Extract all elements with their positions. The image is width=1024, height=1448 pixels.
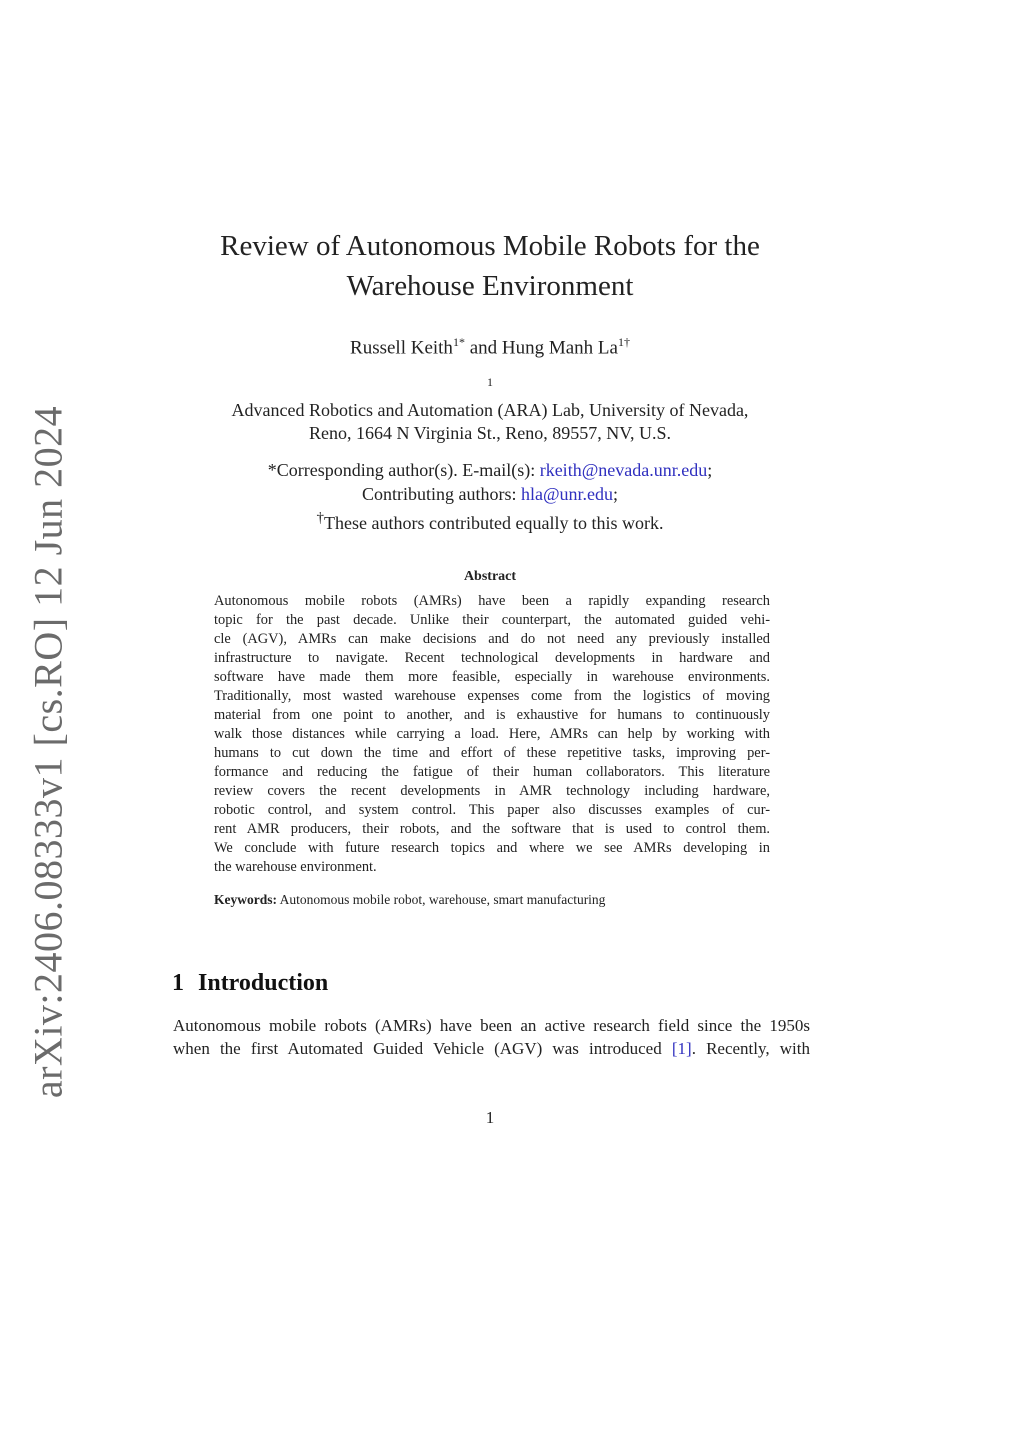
abstract-line: the warehouse environment. [214,859,377,875]
introduction-paragraph [173,1014,810,1060]
body-line-1: Autonomous mobile robots (AMRs) have been an active research field since the 1950s [173,1016,810,1035]
affiliation-marker: 1 [487,375,493,389]
section-number: 1 [172,970,184,996]
title-line-1: Review of Autonomous Mobile Robots for the [220,230,760,262]
keywords-label: Keywords: [214,892,277,907]
author-name-2: Hung Manh La [501,337,618,359]
corresponding-author-line [160,458,820,482]
affiliation-line-1 [160,371,820,422]
equal-contribution-text: These authors contributed equally to this work. [324,513,664,533]
abstract-line: walk those distances while carrying a load. Here, AMRs can help by working with [214,726,770,742]
abstract-line: material from one point to another, and is exhaustive for humans to continuously [214,707,770,723]
author-conjunction: and [464,337,502,359]
body-line-2 [173,1037,810,1060]
abstract-line: review covers the recent developments in AMR technology including hardware, [214,783,770,799]
corresponding-prefix: *Corresponding author(s). E-mail(s): [267,460,540,480]
abstract-line: Traditionally, most wasted warehouse expenses come from the logistics of moving [214,688,770,704]
citation-bracket-open: [ [671,1039,678,1058]
contributing-suffix: ; [613,484,619,504]
citation-bracket-close: ] [686,1039,692,1058]
author-2-marks: 1† [617,335,630,349]
affiliation-line-2: Reno, 1664 N Virginia St., Reno, 89557, NV, U.S. [309,423,671,443]
section-heading-introduction [172,970,328,997]
body-line-2-before: when the first Automated Guided Vehicle (AGV) was introduced [173,1039,672,1058]
abstract-line: cle (AGV), AMRs can make decisions and do not need any previously installed [214,631,770,647]
abstract-line: infrastructure to navigate. Recent technological developments in hardware and [214,650,770,666]
abstract-line: robotic control, and system control. This paper also discusses examples of cur- [214,802,770,818]
affiliation [160,371,820,445]
abstract-line: We conclude with future research topics and where we see AMRs developing in [214,840,770,856]
abstract-line: formance and reducing the fatigue of their human collaborators. This literature [214,764,770,780]
corresponding-email-link[interactable]: rkeith@nevada.unr.edu [539,460,708,480]
contributing-email-link[interactable]: hla@unr.edu [520,484,614,504]
corresponding-suffix: ; [707,460,713,480]
body-line-2-after: . Recently, with [691,1039,811,1058]
abstract-line: humans to cut down the time and effort of these repetitive tasks, improving per- [214,745,770,761]
abstract-heading: Abstract [463,569,517,584]
abstract-line: topic for the past decade. Unlike their counterpart, the automated guided vehi- [214,612,770,628]
page-number: 1 [485,1108,495,1127]
title-line-2: Warehouse Environment [346,270,634,302]
contributing-authors-line [160,482,820,506]
equal-contribution-note [160,506,820,535]
abstract-line: software have made them more feasible, especially in warehouse environments. [214,669,770,685]
arxiv-identifier-stamp: arXiv:2406.08333v1 [cs.RO] 12 Jun 2024 [25,405,71,1099]
citation-link[interactable]: 1 [677,1039,687,1058]
keywords [214,892,770,908]
keywords-text: Autonomous mobile robot, warehouse, smart manufacturing [277,892,606,907]
section-title: Introduction [198,970,329,996]
abstract-line: Autonomous mobile robots (AMRs) have been a rapidly expanding research [214,593,770,609]
abstract-body [214,592,770,877]
author-list [160,335,820,359]
abstract-line: rent AMR producers, their robots, and the software that is used to control them. [214,821,770,837]
equal-contribution-marker: † [316,510,325,526]
affiliation-line-1-text: Advanced Robotics and Automation (ARA) Lab, University of Nevada, [231,400,749,420]
author-name-1: Russell Keith [350,337,453,359]
contributing-prefix: Contributing authors: [361,484,521,504]
author-1-marks: 1* [452,335,465,349]
contact-info [160,458,820,535]
paper-title [160,226,820,306]
